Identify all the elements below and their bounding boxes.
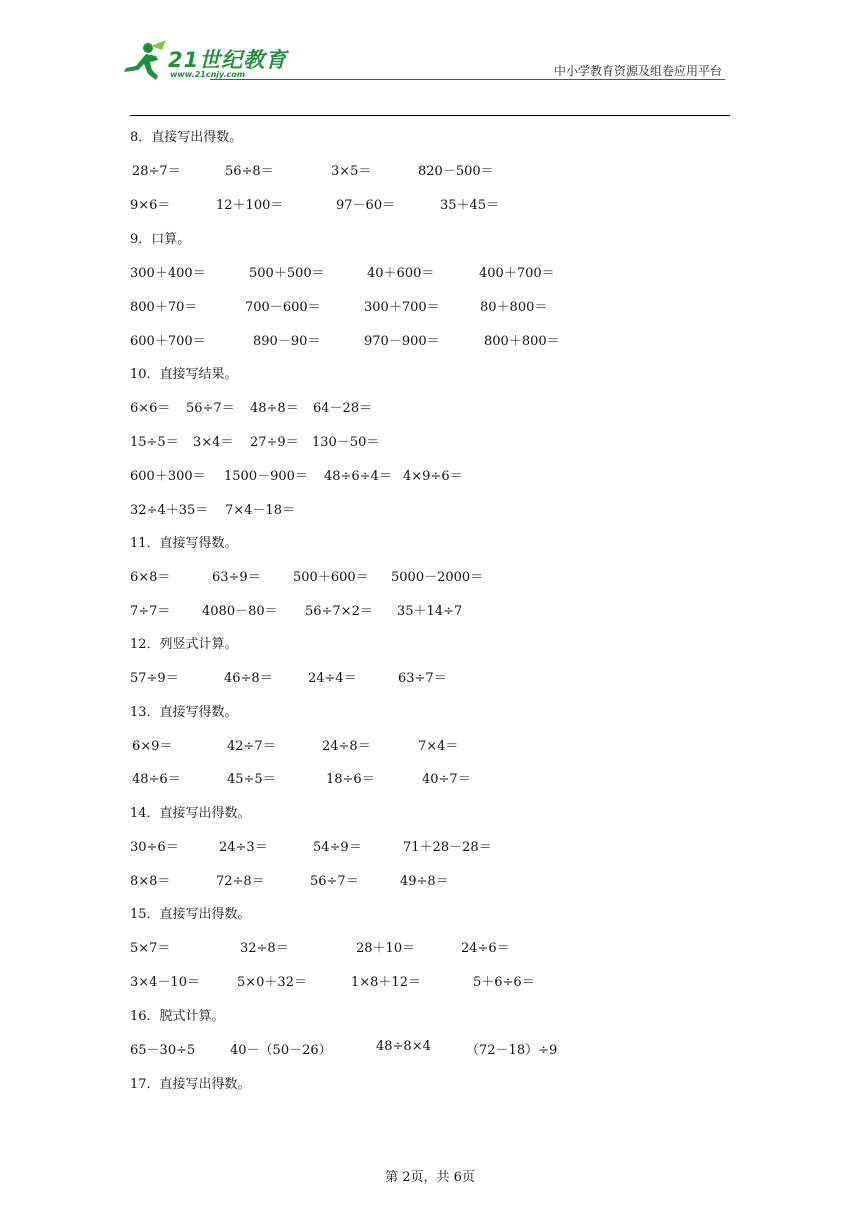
expression: 72÷8＝ (216, 874, 265, 889)
expression: 24÷4＝ (308, 671, 357, 686)
expression: 28÷7＝ (132, 164, 181, 179)
expression: 48÷8×4 (376, 1039, 431, 1054)
question-title: 14．直接写出得数。 (130, 806, 251, 821)
expression: 5＋6÷6＝ (473, 975, 535, 990)
expression: 27÷9＝ (250, 435, 299, 450)
question-row (130, 836, 750, 856)
expression: 600＋300＝ (130, 469, 206, 484)
expression: 24÷8＝ (322, 739, 371, 754)
expression: 500＋500＝ (249, 266, 325, 281)
question-row (130, 971, 750, 991)
question-title: 8．直接写出得数。 (130, 130, 243, 145)
question-row (130, 1039, 750, 1059)
header-divider (210, 79, 725, 80)
question-title: 10．直接写结果。 (130, 367, 238, 382)
question-title: 12．列竖式计算。 (130, 637, 238, 652)
expression: 6×6＝ (130, 401, 171, 416)
expression: 40－（50－26） (230, 1043, 332, 1058)
question-row (130, 667, 750, 687)
header-title: 中小学教育资源及组卷应用平台 (553, 64, 722, 78)
expression: 30÷6＝ (130, 840, 179, 855)
expression: 65－30÷5 (130, 1043, 196, 1058)
expression: 12＋100＝ (216, 198, 284, 213)
page-number: 第 2页，共 6页 (385, 1170, 475, 1185)
question-row (130, 194, 750, 214)
expression: 57÷9＝ (130, 671, 179, 686)
logo (118, 40, 288, 84)
question-row (130, 735, 750, 755)
expression: 7×4＝ (418, 739, 459, 754)
expression: 42÷7＝ (227, 739, 276, 754)
expression: 15÷5＝ (130, 435, 179, 450)
expression: 4080－80＝ (202, 604, 278, 619)
expression: 56÷7＝ (310, 874, 359, 889)
expression: 300＋700＝ (364, 300, 440, 315)
expression: 97－60＝ (336, 198, 396, 213)
expression: 35＋14÷7 (397, 604, 463, 619)
expression: 700－600＝ (245, 300, 321, 315)
expression: 24÷6＝ (461, 941, 510, 956)
logo-url: www.21cnjy.com (170, 70, 246, 79)
expression: 3×5＝ (331, 164, 372, 179)
expression: 48÷6÷4＝ (324, 469, 392, 484)
question-title: 15．直接写出得数。 (130, 907, 251, 922)
expression: 49÷8＝ (400, 874, 449, 889)
expression: 63÷7＝ (398, 671, 447, 686)
expression: 28＋10＝ (356, 941, 416, 956)
expression: 5×0＋32＝ (237, 975, 307, 990)
question-row (130, 160, 750, 180)
expression: 5000－2000＝ (391, 570, 484, 585)
runner-logo-icon (118, 40, 168, 84)
expression: 1×8＋12＝ (351, 975, 421, 990)
question-row (130, 937, 750, 957)
expression: 7÷7＝ (130, 604, 171, 619)
question-title: 11．直接写得数。 (130, 536, 238, 551)
question-row (130, 465, 750, 485)
expression: 24÷3＝ (219, 840, 268, 855)
expression: 56÷8＝ (225, 164, 274, 179)
question-title: 13．直接写得数。 (130, 705, 238, 720)
expression: 9×6＝ (130, 198, 171, 213)
expression: 300＋400＝ (130, 266, 206, 281)
expression: 820－500＝ (418, 164, 494, 179)
expression: 130－50＝ (312, 435, 380, 450)
question-row (130, 262, 750, 282)
question-title: 17．直接写出得数。 (130, 1077, 251, 1092)
expression: 8×8＝ (130, 874, 171, 889)
page-header (0, 0, 860, 120)
expression: 3×4＝ (193, 435, 234, 450)
question-row (130, 330, 750, 350)
expression: 56÷7×2＝ (305, 604, 373, 619)
expression: 48÷8＝ (250, 401, 299, 416)
expression: 970－900＝ (364, 334, 440, 349)
expression: 600＋700＝ (130, 334, 206, 349)
expression: 6×8＝ (130, 570, 171, 585)
expression: 32÷4＋35＝ (130, 503, 209, 518)
expression: 64－28＝ (313, 401, 373, 416)
expression: 40÷7＝ (422, 772, 471, 787)
expression: 500＋600＝ (293, 570, 369, 585)
expression: 5×7＝ (130, 941, 171, 956)
expression: 56÷7＝ (186, 401, 235, 416)
question-row (130, 768, 750, 788)
expression: 63÷9＝ (212, 570, 261, 585)
question-row (130, 499, 750, 519)
expression: （72－18）÷9 (466, 1043, 558, 1058)
expression: 7×4－18＝ (225, 503, 295, 518)
question-title: 16．脱式计算。 (130, 1009, 225, 1024)
question-title: 9．口算。 (130, 232, 191, 247)
expression: 890－90＝ (253, 334, 321, 349)
question-row (130, 566, 750, 586)
expression: 18÷6＝ (326, 772, 375, 787)
expression: 1500－900＝ (224, 469, 308, 484)
page-footer (0, 1166, 860, 1185)
expression: 400＋700＝ (479, 266, 555, 281)
expression: 4×9÷6＝ (403, 469, 463, 484)
expression: 71＋28－28＝ (403, 840, 492, 855)
expression: 3×4－10＝ (130, 975, 200, 990)
expression: 35＋45＝ (440, 198, 500, 213)
expression: 800＋800＝ (484, 334, 560, 349)
question-row (130, 600, 750, 620)
expression: 54÷9＝ (313, 840, 362, 855)
expression: 40＋600＝ (367, 266, 435, 281)
question-row (130, 397, 750, 417)
expression: 48÷6＝ (132, 772, 181, 787)
expression: 800＋70＝ (130, 300, 198, 315)
expression: 6×9＝ (132, 739, 173, 754)
logo-text: 21世纪教育 (168, 48, 288, 72)
expression: 46÷8＝ (224, 671, 273, 686)
expression: 32÷8＝ (240, 941, 289, 956)
expression: 80＋800＝ (480, 300, 548, 315)
content-divider (130, 115, 730, 116)
question-row (130, 870, 750, 890)
question-row (130, 431, 750, 451)
expression: 45÷5＝ (227, 772, 276, 787)
question-row (130, 296, 750, 316)
